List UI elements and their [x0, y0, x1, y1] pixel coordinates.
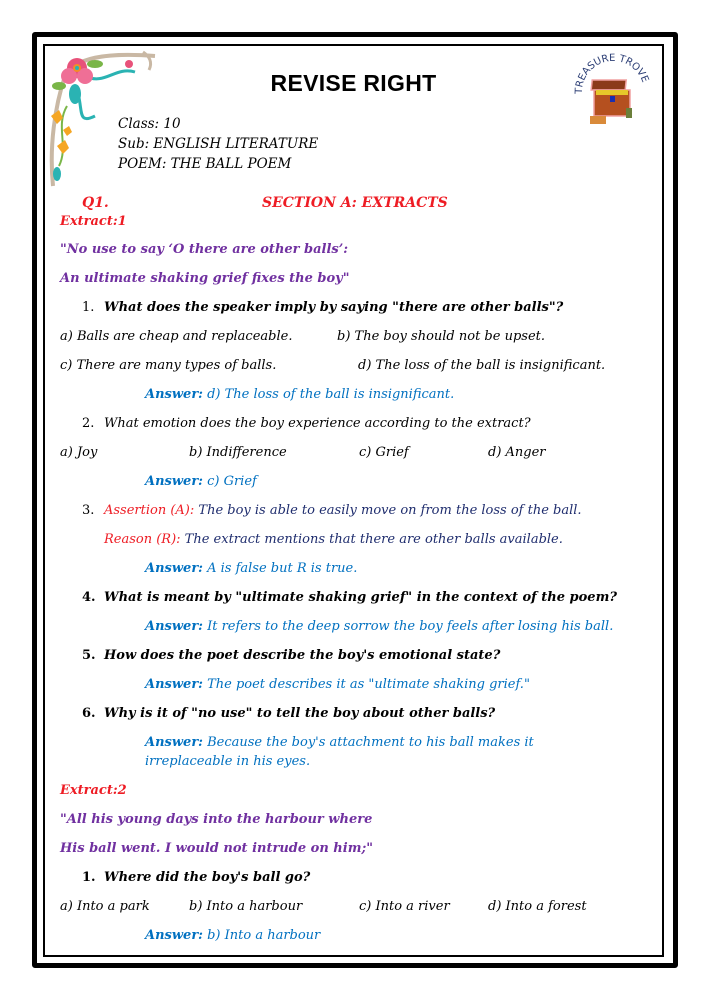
answer-2: Answer: c) Grief: [145, 474, 257, 489]
option-a: a) Into a park: [60, 899, 150, 914]
option-a: a) Balls are cheap and replaceable.: [60, 329, 293, 344]
page-title: REVISE RIGHT: [270, 70, 437, 96]
option-d: d) Into a forest: [488, 899, 587, 914]
option-d: d) The loss of the ball is insignificant.: [358, 358, 606, 373]
answer-6: Answer: Because the boy's attachment to his ball makes it: [145, 735, 534, 750]
class-line: Class: 10: [118, 116, 181, 132]
answer-3: Answer: A is false but R is true.: [145, 561, 358, 576]
extract-1-label: Extract:1: [60, 214, 127, 229]
answer-1: Answer: d) The loss of the ball is insignificant.: [145, 387, 455, 402]
question-3-assertion: 3. Assertion (A): The boy is able to easily move on from the loss of the ball.: [82, 503, 582, 518]
question-2: 2. What emotion does the boy experience according to the extract?: [82, 416, 531, 431]
extract-1-line-2: An ultimate shaking grief fixes the boy": [60, 271, 350, 286]
answer-4: Answer: It refers to the deep sorrow the boy feels after losing his ball.: [145, 619, 614, 634]
option-d: d) Anger: [488, 445, 546, 460]
option-c: c) Grief: [359, 445, 409, 460]
question-3-reason: Reason (R): The extract mentions that there are other balls available.: [104, 532, 563, 547]
section-title: SECTION A: EXTRACTS: [262, 195, 448, 211]
option-c: c) Into a river: [359, 899, 450, 914]
question-label: Q1.: [82, 195, 109, 211]
option-b: b) The boy should not be upset.: [337, 329, 545, 344]
answer-5: Answer: The poet describes it as "ultimate shaking grief.": [145, 677, 530, 692]
extract-2-line-1: "All his young days into the harbour where: [60, 812, 373, 827]
option-a: a) Joy: [60, 445, 98, 460]
answer-6-continued: irreplaceable in his eyes.: [145, 754, 311, 769]
extract-2-question-1: 1. Where did the boy's ball go?: [82, 870, 311, 885]
poem-line: POEM: THE BALL POEM: [118, 156, 292, 172]
extract-2-answer-1: Answer: b) Into a harbour: [145, 928, 321, 943]
extract-2-label: Extract:2: [60, 783, 127, 798]
question-4: 4. What is meant by "ultimate shaking grief" in the context of the poem?: [82, 590, 617, 605]
question-6: 6. Why is it of "no use" to tell the boy about other balls?: [82, 706, 496, 721]
option-b: b) Into a harbour: [189, 899, 303, 914]
logo-text: TREASURE TROVE: [573, 52, 651, 95]
extract-1-line-1: "No use to say ‘O there are other balls’:: [60, 242, 349, 257]
option-c: c) There are many types of balls.: [60, 358, 277, 373]
option-b: b) Indifference: [189, 445, 287, 460]
question-1: 1. What does the speaker imply by saying "there are other balls"?: [82, 300, 564, 315]
subject-line: Sub: ENGLISH LITERATURE: [118, 136, 319, 152]
question-5: 5. How does the poet describe the boy's emotional state?: [82, 648, 501, 663]
extract-2-line-2: His ball went. I would not intrude on him;": [60, 841, 374, 856]
